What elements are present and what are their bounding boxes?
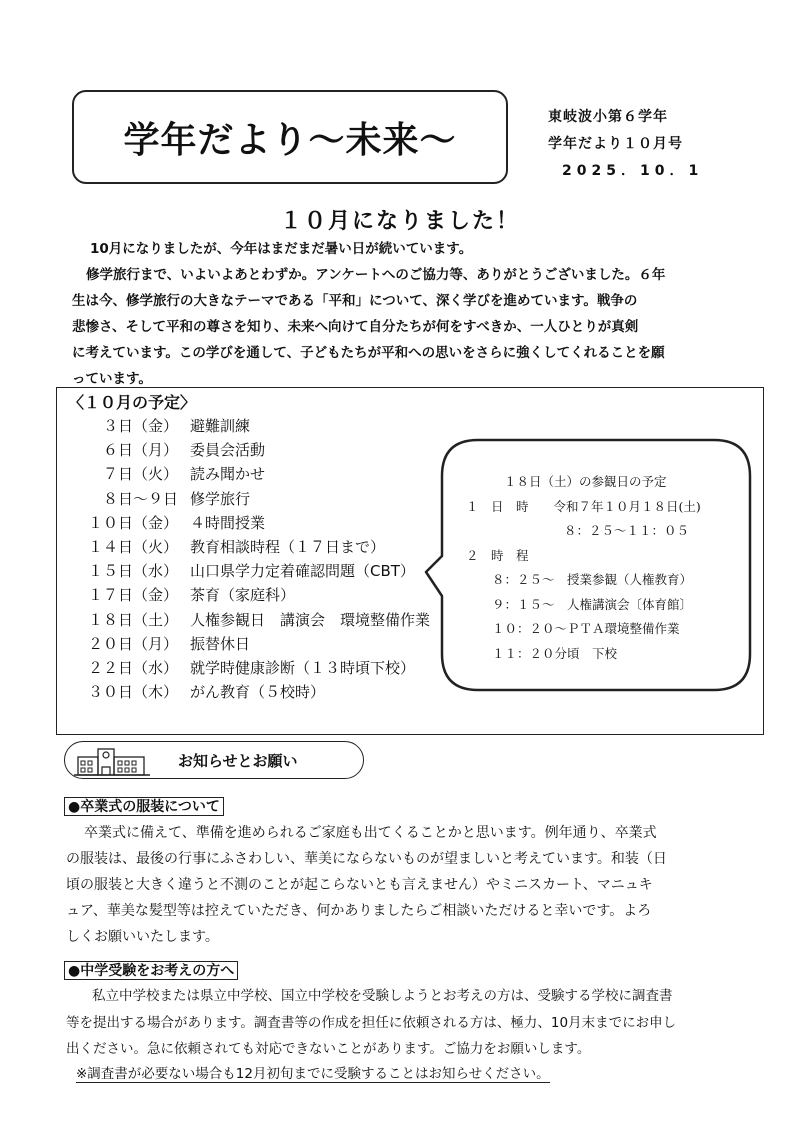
section1-header: [64, 796, 224, 816]
bubble-title: １８日（土）の参観日の予定: [504, 474, 667, 489]
bubble-line: １０：２０～ＰＴＡ環境整備作業: [492, 621, 680, 636]
section2-line: 等を提出する場合があります。調査書等の作成を担任に依頼される方は、極力、10月末までにお申し: [66, 1014, 677, 1031]
section2-body: [66, 983, 746, 1063]
schedule-item: [68, 559, 430, 583]
schedule-event: 就学時健康診断（１３時頃下校）: [190, 659, 416, 678]
schedule-item: [68, 680, 430, 704]
section2-line: 私立中学校または県立中学校、国立中学校を受験しようとお考えの方は、受験する学校に調査書: [92, 988, 673, 1004]
school-name: 東岐波小第６学年: [548, 109, 668, 125]
intro-line: に考えています。この学びを通して、子どもたちが平和への思いをさらに強くしてくれることを願: [72, 345, 665, 361]
section2-line: 出ください。急に依頼されても対応できないことがあります。ご協力をお願いします。: [66, 1041, 591, 1057]
intro-line: 悲惨さ、そして平和の尊さを知り、未来へ向けて自分たちが何をすべきか、一人ひとりが真剣: [72, 319, 639, 335]
bubble-line: ２ 時 程: [466, 547, 529, 563]
schedule-event: 人権参観日 講演会 環境整備作業: [190, 610, 431, 629]
footnote: ※調査書が必要ない場合も12月初旬までに受験することはお知らせください。: [76, 1062, 550, 1083]
intro-line: 生は今、修学旅行の大きなテーマである「平和」について、深く学びを進めています。戦争の: [72, 293, 638, 309]
intro-text: [72, 236, 732, 392]
schedule-item: [68, 608, 430, 632]
bubble-line: ８：２５～ 授業参観（人権教育）: [492, 572, 693, 587]
schedule-item: [68, 511, 430, 535]
schedule-date: ３日（金）: [102, 417, 178, 435]
schedule-date: １０日（金）: [87, 513, 178, 532]
schedule-event: 避難訓練: [190, 417, 251, 435]
main-heading: １０月になりました！: [279, 209, 520, 234]
bubble-line: ８：２５～１１：０５: [564, 523, 690, 538]
schedule-item: [68, 487, 430, 511]
schedule-event: 振替休日: [190, 634, 251, 653]
schedule-item: [68, 632, 430, 656]
section2-heading: ●中学受験をお考えの方へ: [64, 961, 238, 980]
schedule-item: [68, 462, 430, 486]
section1-heading: ●卒業式の服装について: [64, 797, 224, 816]
schedule-item: [68, 414, 430, 438]
intro-line: 10月になりましたが、今年はまだまだ暑い日が続いています。: [90, 241, 473, 257]
title-box: [72, 90, 508, 184]
issue-date: 2025．10．1: [562, 163, 704, 179]
schedule-list: [68, 414, 430, 704]
school-building-icon: [72, 745, 152, 777]
bubble-text: [466, 470, 701, 666]
header-info: [548, 104, 703, 185]
schedule-date: ８日～９日: [102, 489, 178, 508]
section1-body: [66, 820, 746, 950]
section2-header: [64, 960, 238, 980]
section1-line: の服装は、最後の行事にふさわしい、華美にならないものが望ましいと考えています。和装（日: [66, 851, 667, 867]
schedule-event: 委員会活動: [190, 441, 266, 460]
schedule-date: ２０日（月）: [87, 634, 178, 653]
schedule-item: [68, 583, 430, 607]
intro-line: 修学旅行まで、いよいよあとわずか。アンケートへのご協力等、ありがとうございました。６年: [86, 267, 666, 283]
section1-line: ュア、華美な髪型等は控えていただき、何かありましたらご相談いただけると幸いです。よろ: [66, 903, 652, 919]
schedule-item: [68, 535, 430, 559]
schedule-date: １５日（水）: [87, 562, 178, 581]
bubble-line: ９：１５～ 人権講演会〔体育館〕: [492, 596, 693, 612]
section1-line: しくお願いいたします。: [66, 929, 219, 945]
schedule-date: １４日（火）: [87, 538, 178, 557]
intro-line: っています。: [72, 371, 152, 387]
schedule-item: [68, 438, 430, 462]
schedule-date: ６日（月）: [102, 441, 178, 460]
schedule-date: １７日（金）: [87, 586, 178, 605]
schedule-event: ４時間授業: [190, 513, 266, 532]
section1-line: 卒業式に備えて、準備を進められるご家庭も出てくることかと思います。例年通り、卒業式: [84, 825, 657, 841]
schedule-date: ２２日（水）: [87, 659, 178, 678]
schedule-event: 山口県学力定着確認問題（CBT）: [190, 562, 415, 581]
schedule-event: 茶育（家庭科）: [190, 586, 296, 605]
schedule-event: がん教育（５校時）: [190, 683, 326, 702]
schedule-item: [68, 656, 430, 680]
issue-label: 学年だより１０月号: [548, 136, 683, 152]
schedule-event: 読み聞かせ: [190, 465, 266, 484]
bubble-line: １１：２０分頃 下校: [492, 645, 618, 661]
schedule-date: ３０日（木）: [87, 683, 178, 702]
notice-label: お知らせとお願い: [178, 752, 298, 770]
schedule-date: ７日（火）: [102, 465, 178, 484]
section1-line: 頃の服装と大きく違うと不測のことが起こらないとも言えません）やミニスカート、マニュキ: [66, 877, 653, 893]
bubble-line: １ 日 時 令和７年１０月１８日(土): [466, 498, 701, 514]
schedule-event: 修学旅行: [190, 489, 251, 508]
schedule-event: 教育相談時程（１７日まで）: [190, 538, 386, 557]
newsletter-title: 学年だより～未来～: [123, 119, 457, 161]
schedule-title: 〈１０月の予定〉: [68, 393, 197, 412]
schedule-date: １８日（土）: [87, 610, 178, 629]
